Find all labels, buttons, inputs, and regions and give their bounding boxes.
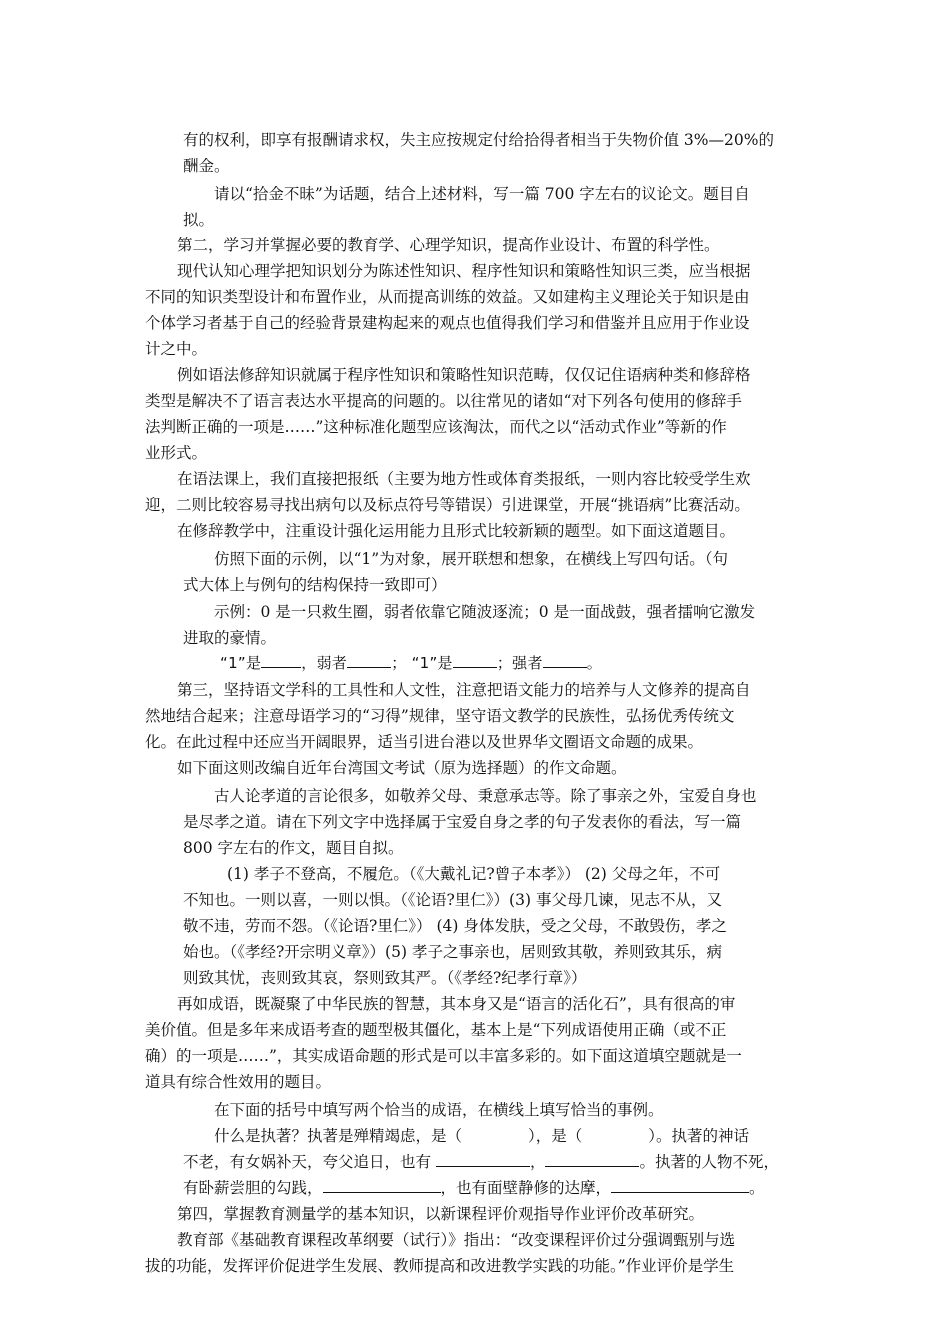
fill-line [183, 1176, 765, 1198]
text-line: 例如语法修辞知识就属于程序性知识和策略性知识范畴，仅仅记住语病种类和修辞格 [177, 366, 751, 384]
text-line: 古人论孝道的言论很多，如敬养父母、秉意承志等。除了事亲之外，宝爱自身也 [214, 787, 757, 805]
fill-line-example [220, 652, 602, 673]
text-line: 道具有综合性效用的题目。 [145, 1073, 332, 1091]
answer-blank[interactable] [436, 1151, 530, 1168]
answer-blank[interactable] [347, 652, 391, 668]
text-line: 第三，坚持语文学科的工具性和人文性，注意把语文能力的培养与人文修养的提高自 [177, 681, 751, 699]
fill-text: ， [529, 1153, 546, 1171]
text-line: 请以“拾金不昧”为话题，结合上述材料，写一篇 700 字左右的议论文。题目自 [214, 185, 750, 203]
text-line: 第四，掌握教育测量学的基本知识，以新课程评价观指导作业评价改革研究。 [177, 1205, 705, 1223]
answer-blank[interactable] [261, 652, 301, 668]
text-line: 示例：0 是一只救生圈，弱者依靠它随波逐流；0 是一面战鼓，强者擂响它激发 [214, 603, 756, 621]
fill-text: 不老，有女娲补天，夸父追日，也有 [183, 1153, 436, 1171]
text-line: 在下面的括号中填写两个恰当的成语，在横线上填写恰当的事例。 [214, 1101, 664, 1119]
text-line: 式大体上与例句的结构保持一致即可） [183, 576, 447, 594]
text-line: (1) 孝子不登高，不履危。（《大戴礼记?曾子本孝》） (2) 父母之年，不可 [227, 865, 721, 883]
answer-blank[interactable] [453, 652, 497, 668]
fill-line [214, 1124, 749, 1146]
text-line: 业形式。 [145, 444, 208, 462]
answer-blank[interactable] [545, 1151, 639, 1168]
answer-blank[interactable] [323, 1177, 441, 1194]
fill-text: ； “1”是 [391, 654, 453, 672]
answer-blank[interactable] [543, 652, 587, 668]
text-line: 拟。 [183, 211, 215, 229]
text-line: 不知也。一则以喜，一则以惧。（《论语?里仁》）(3) 事父母几谏，见志不从，又 [183, 891, 722, 909]
text-line: 第二，学习并掌握必要的教育学、心理学知识，提高作业设计、布置的科学性。 [177, 236, 720, 254]
text-line: 有的权利，即享有报酬请求权，失主应按规定付给拾得者相当于失物价值 3%—20%的 [183, 131, 774, 149]
fill-line [183, 1150, 779, 1172]
fill-text: ；强者 [496, 654, 543, 672]
text-line: 不同的知识类型设计和布置作业，从而提高训练的效益。又如建构主义理论关于知识是由 [145, 288, 750, 306]
fill-text: ）。执著的神话 [648, 1127, 750, 1145]
text-line: 始也。（《孝经?开宗明义章》）(5) 孝子之事亲也，居则致其敬，养则致其乐，病 [183, 943, 722, 961]
text-line: 800 字左右的作文，题目自拟。 [183, 839, 404, 857]
text-line: 酬金。 [183, 157, 230, 175]
fill-text: ，也有面壁静修的达摩， [440, 1179, 612, 1197]
text-line: 是尽孝之道。请在下列文字中选择属于宝爱自身之孝的句子发表你的看法，写一篇 [183, 813, 742, 831]
text-line: 敬不违，劳而不怨。（《论语?里仁》） (4) 身体发肤，受之父母，不敢毁伤，孝之 [183, 917, 727, 935]
fill-text: ），是（ [528, 1127, 583, 1145]
fill-text: 。 [586, 654, 603, 672]
text-line: 在修辞教学中，注重设计强化运用能力且形式比较新颖的题型。如下面这道题目。 [177, 522, 736, 540]
text-line: 再如成语，既凝聚了中华民族的智慧，其本身又是“语言的活化石”，具有很高的审 [177, 995, 736, 1013]
text-line: 化。在此过程中还应当开阔眼界，适当引进台港以及世界华文圈语文命题的成果。 [145, 733, 704, 751]
text-line: 确）的一项是……”，其实成语命题的形式是可以丰富多彩的。如下面这道填空题就是一 [145, 1047, 742, 1065]
fill-text: 有卧薪尝胆的勾践， [183, 1179, 323, 1197]
fill-text: 。 [749, 1179, 765, 1197]
fill-text: 。执著的人物不死， [639, 1153, 779, 1171]
text-line: 个体学习者基于自己的经验背景建构起来的观点也值得我们学习和借鉴并且应用于作业设 [145, 314, 750, 332]
text-line: 则致其忧，丧则致其哀，祭则致其严。（《孝经?纪孝行章》） [183, 969, 587, 987]
answer-blank[interactable] [611, 1177, 749, 1194]
text-line: 教育部《基础教育课程改革纲要（试行）》指出：“改变课程评价过分强调甄别与选 [177, 1231, 736, 1249]
text-line: 然地结合起来；注意母语学习的“习得”规律，坚守语文教学的民族性，弘扬优秀传统文 [145, 707, 735, 725]
fill-text: 什么是执著？执著是殚精竭虑，是（ [214, 1127, 463, 1145]
text-line: 迎，二则比较容易寻找出病句以及标点符号等错误）引进课堂，开展“挑语病”比赛活动。 [145, 496, 750, 514]
text-line: 如下面这则改编自近年台湾国文考试（原为选择题）的作文命题。 [177, 759, 627, 777]
text-line: 美价值。但是多年来成语考查的题型极其僵化，基本上是“下列成语使用正确（或不正 [145, 1021, 727, 1039]
fill-text: ，弱者 [301, 654, 348, 672]
text-line: 进取的豪情。 [183, 629, 277, 647]
text-line: 现代认知心理学把知识划分为陈述性知识、程序性知识和策略性知识三类，应当根据 [177, 262, 751, 280]
text-line: 在语法课上，我们直接把报纸（主要为地方性或体育类报纸，一则内容比较受学生欢 [177, 470, 751, 488]
text-line: 仿照下面的示例，以“1”为对象，展开联想和想象，在横线上写四句话。（句 [214, 550, 728, 568]
fill-text: “1”是 [220, 654, 262, 672]
text-line: 法判断正确的一项是……”这种标准化题型应该淘汰，而代之以“活动式作业”等新的作 [145, 418, 727, 436]
text-line: 计之中。 [145, 340, 208, 358]
text-line: 类型是解决不了语言表达水平提高的问题的。以往常见的诸如“对下列各句使用的修辞手 [145, 392, 742, 410]
text-line: 拔的功能，发挥评价促进学生发展、教师提高和改进教学实践的功能。”作业评价是学生 [145, 1257, 735, 1275]
